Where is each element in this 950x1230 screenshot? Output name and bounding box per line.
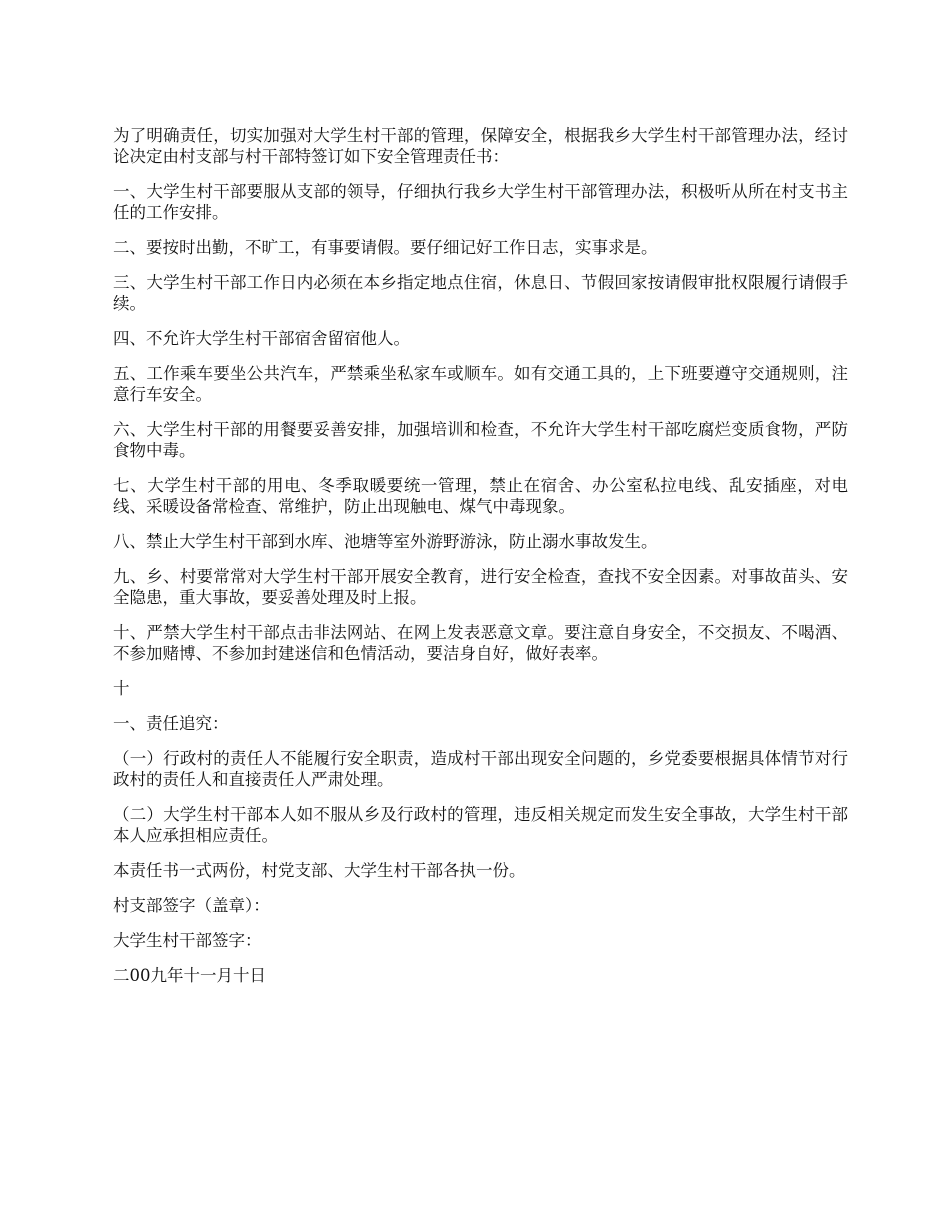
accountability-item-2: （二）大学生村干部本人如不服从乡及行政村的管理，违反相关规定而发生安全事故，大学生村干部本人应承担相应责任。	[113, 805, 848, 845]
clause-7: 七、大学生村干部的用电、冬季取暖要统一管理，禁止在宿舍、办公室私拉电线、乱安插座，对电线、采暖设备常检查、常维护，防止出现触电、煤气中毒现象。	[113, 476, 848, 516]
document-date: 二00九年十一月十日	[113, 966, 266, 985]
intro-paragraph: 为了明确责任，切实加强对大学生村干部的管理，保障安全，根据我乡大学生村干部管理办法，经讨论决定由村支部与村干部特签订如下安全管理责任书：	[113, 126, 848, 166]
clause-1: 一、大学生村干部要服从支部的领导，仔细执行我乡大学生村干部管理办法，积极听从所在村支书主任的工作安排。	[113, 182, 848, 222]
clause-11-heading: 一、责任追究：	[113, 714, 229, 733]
branch-signature-line: 村支部签字（盖章）：	[113, 896, 270, 915]
clause-8: 八、禁止大学生村干部到水库、池塘等室外游野游泳，防止溺水事故发生。	[113, 532, 658, 551]
clause-2: 二、要按时出勤，不旷工，有事要请假。要仔细记好工作日志，实事求是。	[113, 238, 658, 257]
copies-note: 本责任书一式两份，村党支部、大学生村干部各执一份。	[113, 861, 526, 880]
clause-6: 六、大学生村干部的用餐要妥善安排，加强培训和检查，不允许大学生村干部吃腐烂变质食物，严防食物中毒。	[113, 420, 848, 460]
document-body	[113, 125, 848, 1000]
clause-11-number: 十	[113, 679, 130, 698]
clause-3: 三、大学生村干部工作日内必须在本乡指定地点住宿，休息日、节假回家按请假审批权限履行请假手续。	[113, 273, 848, 313]
clause-5: 五、工作乘车要坐公共汽车，严禁乘坐私家车或顺车。如有交通工具的，上下班要遵守交通规则，注意行车安全。	[113, 364, 848, 404]
cadre-signature-line: 大学生村干部签字：	[113, 931, 262, 950]
accountability-item-1: （一）行政村的责任人不能履行安全职责，造成村干部出现安全问题的，乡党委要根据具体情节对行政村的责任人和直接责任人严肃处理。	[113, 749, 848, 789]
clause-9: 九、乡、村要常常对大学生村干部开展安全教育，进行安全检查，查找不安全因素。对事故苗头、安全隐患，重大事故，要妥善处理及时上报。	[113, 567, 848, 607]
clause-4: 四、不允许大学生村干部宿舍留宿他人。	[113, 329, 410, 348]
clause-10: 十、严禁大学生村干部点击非法网站、在网上发表恶意文章。要注意自身安全，不交损友、不喝酒、不参加赌博、不参加封建迷信和色情活动，要洁身自好，做好表率。	[113, 623, 848, 663]
